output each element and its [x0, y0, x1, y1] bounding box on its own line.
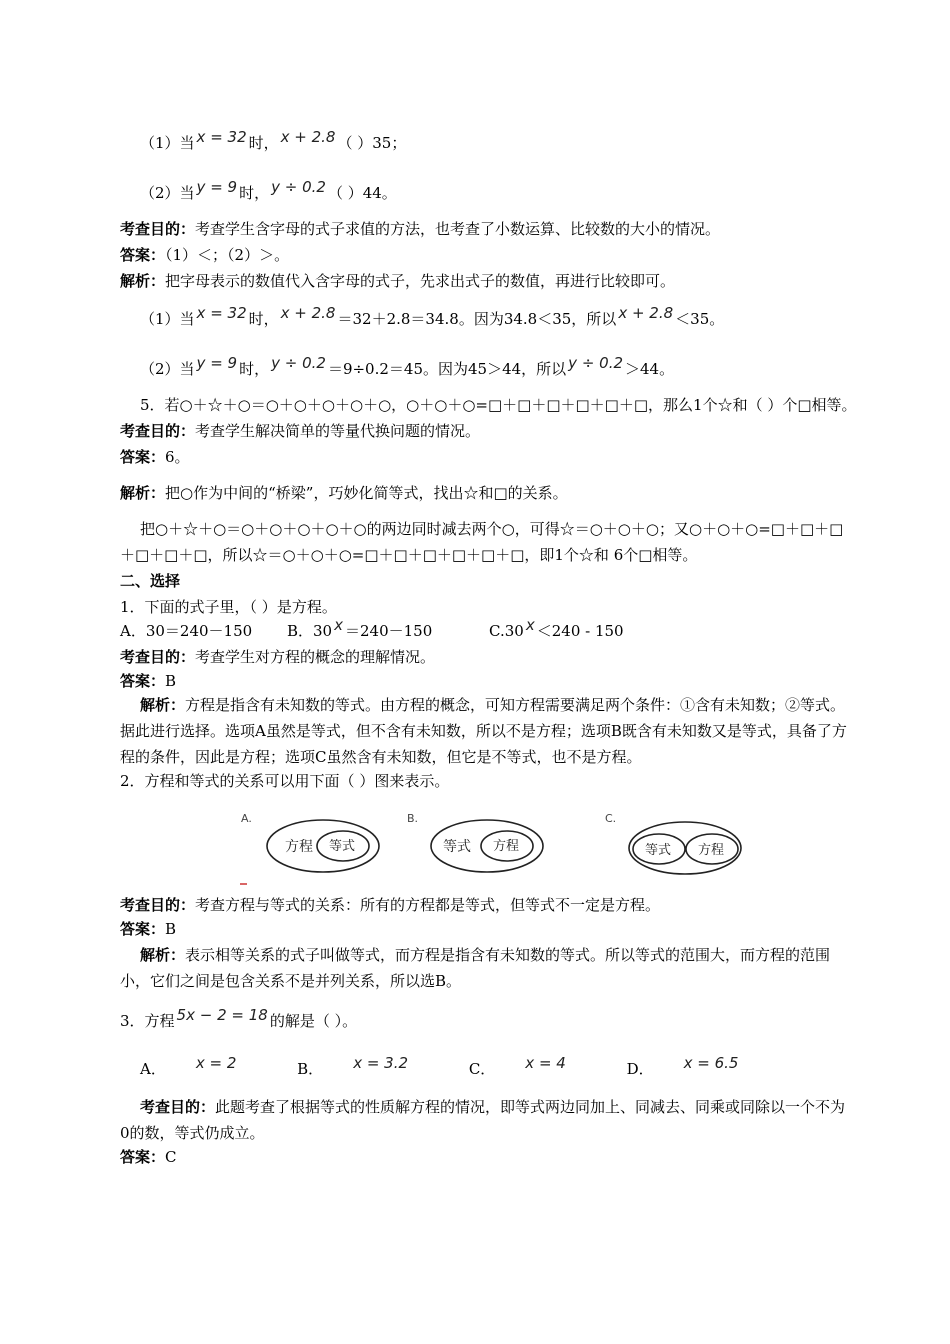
math-expression: x = 32 — [196, 128, 247, 146]
label: 答案： — [120, 1148, 166, 1166]
c2-question: 2．方程和等式的关系可以用下面（ ）图来表示。 — [120, 772, 450, 790]
text: （2）当 — [140, 360, 195, 378]
option-d — [626, 1054, 767, 1078]
c2-explanation — [120, 942, 850, 994]
c3-options — [140, 1054, 794, 1080]
label: 考查目的： — [120, 220, 196, 238]
q4-line-2 — [140, 178, 397, 204]
text: 时， — [248, 134, 279, 152]
label: 考查目的： — [120, 422, 196, 440]
text: ＝240－150 — [344, 622, 433, 640]
c3-question — [120, 1006, 358, 1032]
math-expression: x = 2 — [195, 1054, 237, 1072]
text: ＜35。 — [675, 310, 725, 328]
outer-ellipse — [267, 820, 379, 872]
section-heading: 二、选择 — [120, 572, 181, 590]
text: （1）＜；（2）＞。 — [165, 246, 290, 264]
diagram-b-letter: B. — [407, 812, 419, 825]
label: C． — [468, 1060, 496, 1078]
outer-label: 方程 — [285, 839, 313, 855]
text: C.30 — [489, 622, 524, 640]
q5-aim — [120, 420, 480, 442]
right-label: 方程 — [698, 843, 725, 858]
text: B — [165, 920, 177, 938]
text: 把○作为中间的“桥梁”，巧妙化简等式，找出☆和□的关系。 — [165, 484, 568, 502]
c1-question: 1．下面的式子里，（ ）是方程。 — [120, 598, 337, 616]
label: 解析： — [120, 484, 166, 502]
option-b — [286, 616, 433, 640]
label: 考查目的： — [140, 1098, 216, 1116]
text: 考查学生含字母的式子求值的方法，也考查了小数运算、比较数的大小的情况。 — [195, 220, 721, 238]
q4-line-1 — [140, 128, 407, 154]
label: 答案： — [120, 920, 166, 938]
q5-explanation — [120, 482, 568, 504]
text: 时， — [239, 184, 270, 202]
left-label: 等式 — [645, 843, 672, 858]
option-c — [489, 616, 624, 640]
math-expression: x + 2.8 — [280, 128, 336, 146]
math-expression: x = 4 — [525, 1054, 566, 1072]
option-a: A．30＝240－150 — [120, 622, 253, 640]
text: 表示相等关系的式子叫做等式，而方程是指含有未知数的等式。所以等式的范围大，而方程的范围小，它们之间是包含关系不是并列关系，所以选B。 — [120, 946, 831, 990]
q4-answer — [120, 244, 289, 266]
c3-answer — [120, 1146, 177, 1168]
text: 把字母表示的数值代入含字母的式子，先求出式子的数值，再进行比较即可。 — [165, 272, 676, 290]
q5-question: 5．若○＋☆＋○＝○＋○＋○＋○＋○，○＋○＋○=□＋□＋□＋□＋□＋□，那么1个☆和（ ）个□相等。 — [140, 396, 857, 414]
label: 答案： — [120, 672, 166, 690]
text: 考查方程与等式的关系：所有的方程都是等式，但等式不一定是方程。 — [195, 896, 661, 914]
math-expression: 5x − 2 = 18 — [176, 1006, 268, 1024]
venn-diagram-options — [235, 808, 755, 888]
math-expression: y ÷ 0.2 — [271, 178, 326, 196]
text: C — [165, 1148, 177, 1166]
math-expression: x + 2.8 — [618, 304, 674, 322]
math-expression: x = 32 — [196, 304, 247, 322]
label: 解析： — [140, 946, 186, 964]
c2-answer — [120, 918, 176, 940]
math-expression: y = 9 — [196, 178, 238, 196]
option-b — [297, 1054, 436, 1078]
label: 答案： — [120, 448, 166, 466]
q5-answer — [120, 446, 190, 468]
c2-aim — [120, 894, 660, 916]
c1-answer — [120, 670, 176, 692]
outer-label: 等式 — [443, 839, 471, 855]
math-expression: y = 9 — [196, 354, 238, 372]
option-c — [468, 1054, 594, 1078]
q5-detail: 把○＋☆＋○＝○＋○＋○＋○＋○的两边同时减去两个○，可得☆＝○＋○＋○；又○＋○＋○=□＋□＋□＋□＋□＋□，所以☆＝○＋○＋○=□＋□＋□＋□＋□＋□，即1个☆和 6个□相等。 — [120, 520, 844, 564]
text: （2）当 — [140, 184, 195, 202]
diagram-a — [241, 812, 379, 872]
q4-solution-2 — [140, 354, 675, 380]
c1-options — [120, 616, 624, 642]
text: 的解是（ ）。 — [269, 1012, 358, 1030]
text: ＝32＋2.8＝34.8。因为34.8＜35，所以 — [337, 310, 617, 328]
math-expression: y ÷ 0.2 — [568, 354, 624, 372]
text: 此题考查了根据等式的性质解方程的情况，即等式两边同加上、同减去、同乘或同除以一个不为0的数，等式仍成立。 — [120, 1098, 846, 1142]
diagram-a-letter: A. — [241, 812, 252, 825]
text: 考查学生对方程的概念的理解情况。 — [195, 648, 436, 666]
text: （ ）44。 — [327, 184, 397, 202]
c1-aim — [120, 646, 435, 668]
label: D． — [626, 1060, 654, 1078]
q4-aim — [120, 218, 720, 240]
label: 解析： — [140, 696, 186, 714]
c1-explanation — [120, 692, 850, 770]
label: 考查目的： — [120, 648, 196, 666]
option-a — [140, 1054, 264, 1078]
text: ＞44。 — [625, 360, 675, 378]
label: B． — [297, 1060, 324, 1078]
text: B — [165, 672, 177, 690]
text: B．30 — [286, 622, 333, 640]
text: （1）当 — [140, 310, 195, 328]
c3-aim — [120, 1094, 850, 1146]
text: 6。 — [165, 448, 190, 466]
q4-solution-1 — [140, 304, 725, 330]
math-expression: x = 3.2 — [353, 1054, 409, 1072]
text: ＝9÷0.2＝45。因为45＞44，所以 — [327, 360, 567, 378]
math-expression: x = 6.5 — [683, 1054, 739, 1072]
label: 考查目的： — [120, 896, 196, 914]
math-expression: y ÷ 0.2 — [271, 354, 326, 372]
inner-label: 方程 — [493, 839, 520, 854]
math-expression: x + 2.8 — [280, 304, 336, 322]
math-variable: x — [334, 616, 343, 634]
diagram-c-letter: C. — [605, 812, 617, 825]
text: 时， — [239, 360, 270, 378]
diagram-c — [605, 812, 741, 874]
label: 答案： — [120, 246, 166, 264]
text: ＜240 - 150 — [536, 622, 624, 640]
label: 解析： — [120, 272, 166, 290]
text: （ ）35； — [337, 134, 407, 152]
inner-label: 等式 — [329, 839, 356, 854]
math-variable: x — [525, 616, 535, 634]
text: 时， — [248, 310, 279, 328]
text: 3．方程 — [120, 1012, 175, 1030]
text: 考查学生解决简单的等量代换问题的情况。 — [195, 422, 481, 440]
diagram-b — [407, 812, 543, 872]
q4-explanation — [120, 270, 675, 292]
text: 方程是指含有未知数的等式。由方程的概念，可知方程需要满足两个条件：①含有未知数；②等式。据此进行选择。选项A虽然是等式，但不含有未知数，所以不是方程；选项B既含有未知数又是等式，具备了方程的条件，因此是方程；选项C虽然含有未知数，但它是不等式，也不是方程。 — [120, 696, 847, 766]
text: （1）当 — [140, 134, 195, 152]
label: A． — [140, 1060, 166, 1078]
